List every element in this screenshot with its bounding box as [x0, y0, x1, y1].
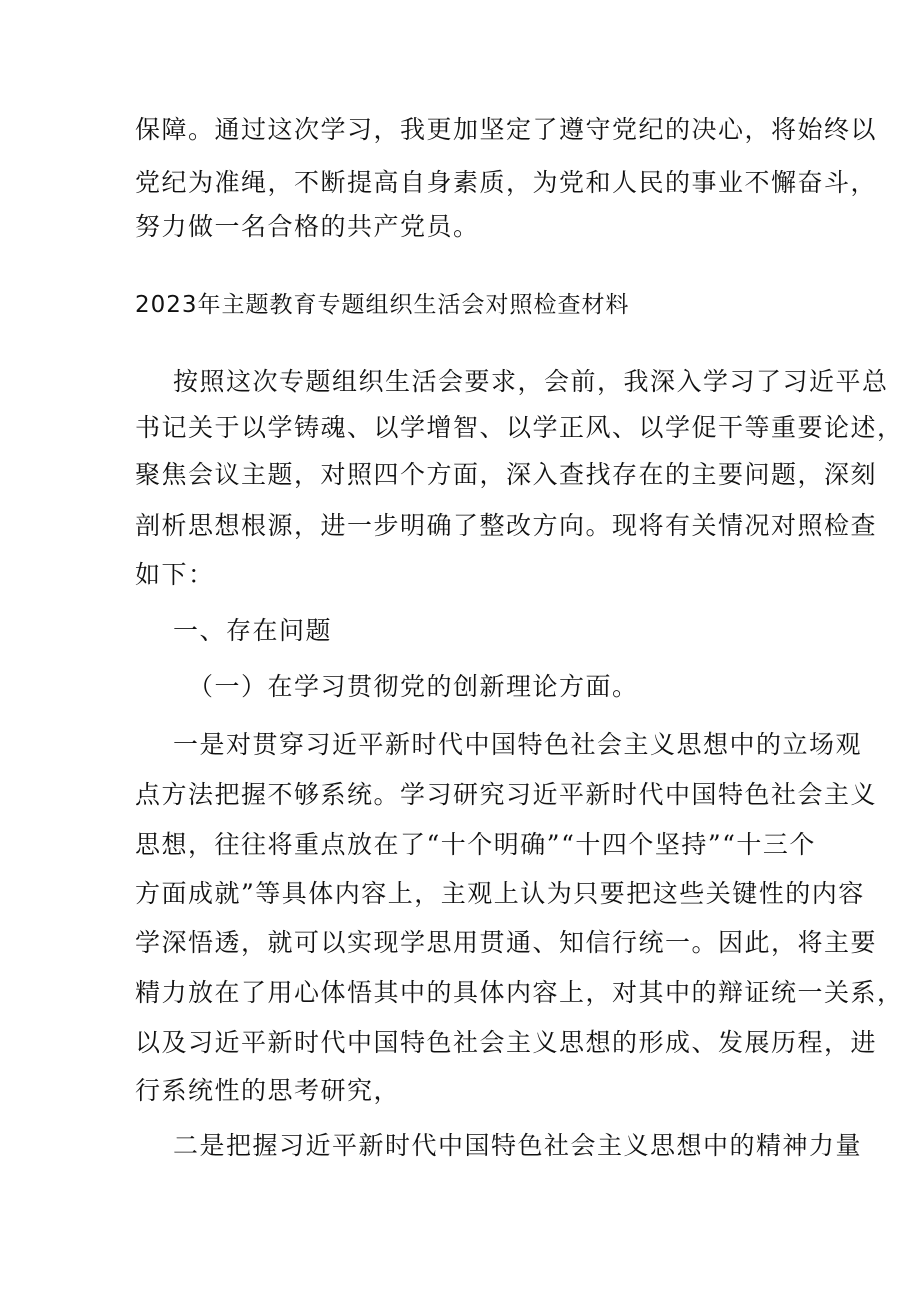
section-heading: 一、存在问题: [173, 616, 333, 645]
body-text-line: 学深悟透，就可以实现学思用贯通、知信行统一。因此，将主要: [135, 928, 878, 957]
body-text-line: 书记关于以学铸魂、以学增智、以学正风、以学促干等重要论述，: [135, 413, 904, 442]
body-text-line: 保障。通过这次学习，我更加坚定了遵守党纪的决心，将始终以: [135, 115, 878, 144]
body-text-line: 思想，往往将重点放在了“十个明确”“十四个坚持”“十三个: [135, 830, 816, 859]
body-text-line: 党纪为准绳，不断提高自身素质，为党和人民的事业不懈奋斗，: [135, 168, 878, 197]
body-text-line: 行系统性的思考研究，: [135, 1076, 401, 1105]
body-text-line: 努力做一名合格的共产党员。: [135, 212, 480, 241]
body-text-line: 一是对贯穿习近平新时代中国特色社会主义思想中的立场观: [173, 730, 863, 759]
body-text-line: 以及习近平新时代中国特色社会主义思想的形成、发展历程，进: [135, 1028, 878, 1057]
body-text-line: 聚焦会议主题，对照四个方面，深入查找存在的主要问题，深刻: [135, 460, 878, 489]
body-text-line: 点方法把握不够系统。学习研究习近平新时代中国特色社会主义: [135, 780, 878, 809]
section-title: 2023年主题教育专题组织生活会对照检查材料: [135, 292, 630, 318]
subsection-heading: （一）在学习贯彻党的创新理论方面。: [188, 672, 639, 701]
body-text-line: 剖析思想根源，进一步明确了整改方向。现将有关情况对照检查: [135, 511, 878, 540]
body-text-line: 二是把握习近平新时代中国特色社会主义思想中的精神力量: [173, 1131, 863, 1160]
body-text-line: 按照这次专题组织生活会要求，会前，我深入学习了习近平总: [173, 367, 889, 396]
body-text-line: 精力放在了用心体悟其中的具体内容上，对其中的辩证统一关系，: [135, 978, 904, 1007]
body-text-line: 如下：: [135, 560, 215, 589]
body-text-line: 方面成就”等具体内容上，主观上认为只要把这些关键性的内容: [135, 879, 865, 908]
